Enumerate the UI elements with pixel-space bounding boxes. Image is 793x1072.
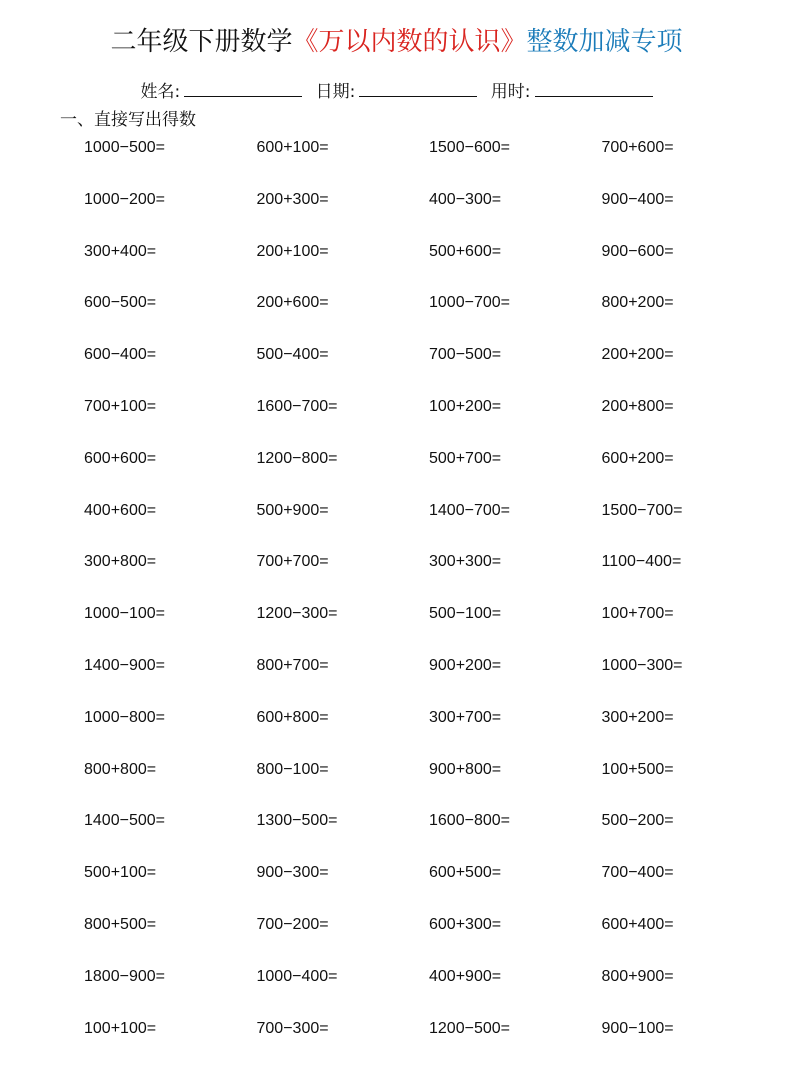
problem-item: 300+800=	[84, 553, 157, 571]
time-blank[interactable]	[535, 78, 653, 97]
problem-item: 800+800=	[84, 760, 157, 778]
problem-row	[84, 291, 774, 343]
problem-item: 200+200=	[601, 346, 674, 364]
problem-item: 500+600=	[429, 242, 502, 260]
problem-row	[84, 136, 774, 188]
problem-row	[84, 861, 774, 913]
problem-item: 1400−900=	[84, 656, 165, 674]
date-label: 日期:	[315, 82, 356, 102]
problem-item: 500+100=	[84, 864, 157, 882]
name-blank[interactable]	[184, 78, 302, 97]
problem-item: 1500−600=	[429, 139, 510, 156]
problem-item: 800+200=	[601, 294, 674, 312]
title-unit: 《万以内数的认识》	[292, 27, 527, 57]
problem-item: 1600−700=	[256, 397, 338, 415]
problem-item: 900−400=	[601, 190, 674, 208]
problem-item: 500−100=	[429, 605, 502, 623]
problem-row	[84, 499, 774, 551]
problem-item: 500+700=	[429, 449, 502, 467]
name-field	[140, 82, 307, 102]
problem-item: 700−500=	[429, 346, 502, 364]
problem-item: 1000−100=	[84, 605, 165, 623]
problem-item: 1300−500=	[256, 812, 338, 830]
problem-item: 1000−700=	[429, 294, 510, 312]
problem-row	[84, 240, 774, 292]
problem-item: 100+700=	[601, 605, 674, 623]
problem-grid	[84, 136, 774, 1068]
problem-row	[84, 188, 774, 240]
problem-row	[84, 809, 774, 861]
problem-item: 1600−800=	[429, 812, 510, 830]
problem-item: 800+900=	[601, 967, 674, 985]
problem-row	[84, 602, 774, 654]
problem-item: 500−200=	[601, 812, 674, 830]
name-label: 姓名:	[140, 82, 181, 102]
problem-row	[84, 965, 774, 1017]
problem-item: 400+900=	[429, 967, 502, 985]
problem-row	[84, 706, 774, 758]
problem-item: 100+100=	[84, 1019, 157, 1037]
problem-item: 1000−500=	[84, 139, 165, 156]
problem-item: 1200−500=	[429, 1019, 510, 1037]
problem-item: 1000−800=	[84, 708, 165, 726]
problem-item: 900+800=	[429, 760, 502, 778]
problem-item: 600+800=	[256, 708, 329, 726]
problem-item: 1000−400=	[256, 967, 338, 985]
problem-item: 200+100=	[256, 242, 329, 260]
problem-item: 1200−800=	[256, 449, 338, 467]
problem-item: 300+400=	[84, 242, 157, 260]
problem-item: 700+700=	[256, 553, 329, 571]
problem-item: 1800−900=	[84, 967, 165, 985]
student-info-line	[0, 78, 793, 104]
problem-item: 600+300=	[429, 915, 502, 933]
title-topic: 整数加减专项	[526, 27, 683, 57]
problem-item: 300+200=	[601, 708, 674, 726]
problem-item: 600+200=	[601, 449, 674, 467]
problem-item: 1500−700=	[601, 501, 683, 519]
problem-item: 700−400=	[601, 864, 674, 882]
problem-item: 1400−500=	[84, 812, 165, 830]
problem-item: 600−500=	[84, 294, 157, 312]
problem-item: 600+100=	[256, 139, 329, 156]
time-field	[491, 82, 653, 102]
problem-item: 600−400=	[84, 346, 157, 364]
problem-item: 800+700=	[256, 656, 329, 674]
problem-item: 700−200=	[256, 915, 329, 933]
problem-row	[84, 550, 774, 602]
problem-item: 500−400=	[256, 346, 329, 364]
problem-item: 1400−700=	[429, 501, 510, 519]
time-label: 用时:	[490, 82, 531, 102]
problem-item: 1100−400=	[601, 553, 682, 571]
problem-row	[84, 758, 774, 810]
problem-item: 600+600=	[84, 449, 157, 467]
problem-item: 900−300=	[256, 864, 329, 882]
title-grade: 二年级下册数学	[110, 27, 293, 57]
problem-item: 600+500=	[429, 864, 502, 882]
problem-item: 200+600=	[256, 294, 329, 312]
worksheet-title	[0, 22, 793, 62]
problem-item: 1200−300=	[256, 605, 338, 623]
problem-item: 400+600=	[84, 501, 157, 519]
problem-item: 100+500=	[601, 760, 674, 778]
problem-row	[84, 343, 774, 395]
problem-item: 900−100=	[601, 1019, 674, 1037]
problem-row	[84, 1017, 774, 1069]
problem-item: 600+400=	[601, 915, 674, 933]
problem-row	[84, 913, 774, 965]
problem-item: 500+900=	[256, 501, 329, 519]
date-blank[interactable]	[359, 78, 477, 97]
problem-item: 700+100=	[84, 397, 157, 415]
problem-row	[84, 654, 774, 706]
problem-item: 300+300=	[429, 553, 502, 571]
problem-item: 900−600=	[601, 242, 674, 260]
problem-item: 900+200=	[429, 656, 502, 674]
problem-item: 700+600=	[601, 139, 674, 156]
problem-row	[84, 447, 774, 499]
problem-item: 800−100=	[256, 760, 329, 778]
date-field	[316, 82, 483, 102]
problem-item: 200+300=	[256, 190, 329, 208]
problem-item: 300+700=	[429, 708, 502, 726]
problem-item: 1000−300=	[601, 656, 683, 674]
problem-item: 200+800=	[601, 397, 674, 415]
problem-item: 400−300=	[429, 190, 502, 208]
problem-row	[84, 395, 774, 447]
problem-item: 800+500=	[84, 915, 157, 933]
problem-item: 100+200=	[429, 397, 502, 415]
problem-item: 1000−200=	[84, 190, 165, 208]
problem-item: 700−300=	[256, 1019, 329, 1037]
section-title: 一、直接写出得数	[60, 110, 196, 130]
